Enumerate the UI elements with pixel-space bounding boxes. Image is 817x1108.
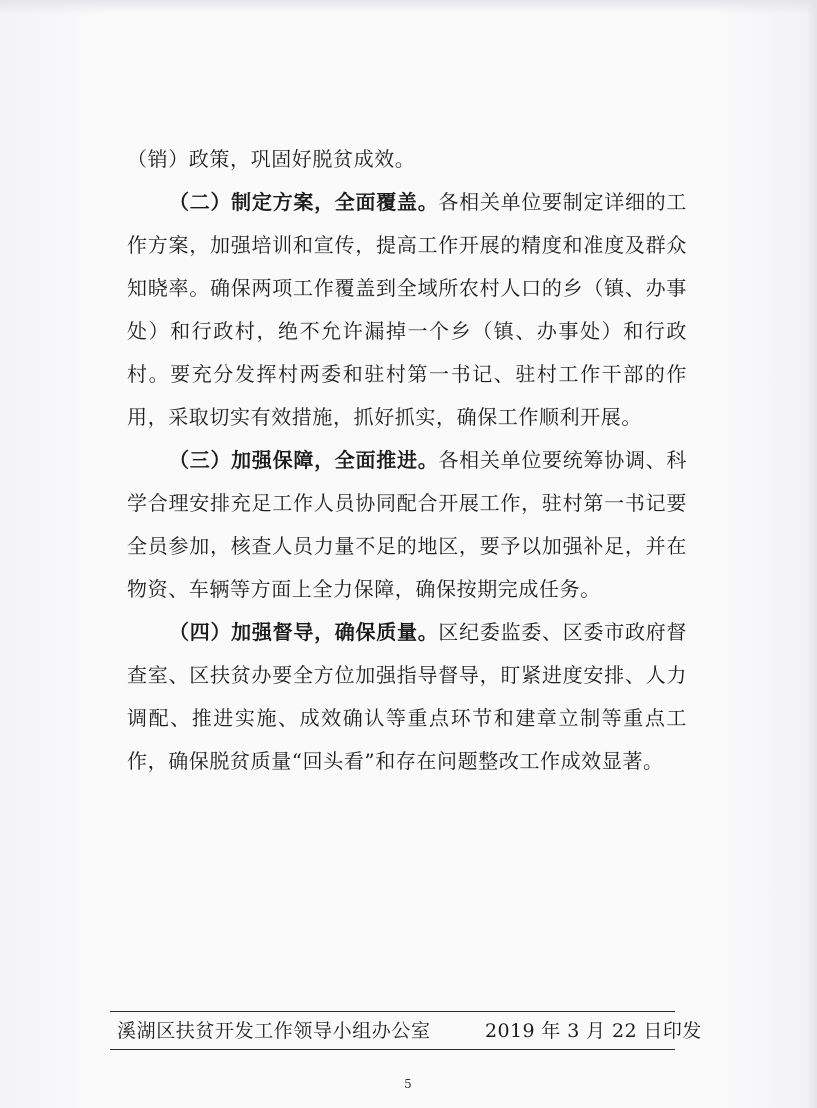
- scan-shadow-right: [807, 0, 817, 1108]
- section-2-text: 各相关单位要制定详细的工作方案，加强培训和宣传，提高工作开展的精度和准度及群众知晓率。确保两项工作覆盖到全域所农村人口的乡（镇、办事处）和行政村，绝不允许漏掉一个乡（镇、办事处）和行政村。要充分发挥村两委和驻村第一书记、驻村工作干部的作用，采取切实有效措施，抓好抓实，确保工作顺利开展。: [127, 190, 687, 429]
- section-2-paragraph: [127, 181, 687, 439]
- section-3-heading: （三）加强保障，全面推进。: [169, 448, 439, 472]
- continuation-text: （销）政策，巩固好脱贫成效。: [127, 147, 416, 171]
- document-body: [127, 138, 687, 783]
- section-4-heading: （四）加强督导，确保质量。: [169, 620, 439, 644]
- page-number: 5: [404, 1077, 412, 1091]
- footer-rule-bottom: [110, 1049, 675, 1050]
- section-4-text: 区纪委监委、区委市政府督查室、区扶贫办要全方位加强指导督导，盯紧进度安排、人力调配、推进实施、成效确认等重点环节和建章立制等重点工作，确保脱贫质量“回头看”和存在问题整改工作成效显著。: [127, 620, 687, 773]
- section-3-text: 各相关单位要统筹协调、科学合理安排充足工作人员协同配合开展工作，驻村第一书记要全员参加，核查人员力量不足的地区，要予以加强补足，并在物资、车辆等方面上全力保障，确保按期完成任务。: [127, 448, 687, 601]
- footer-rule-top: [110, 1011, 675, 1012]
- issue-date: 2019 年 3 月 22 日印发: [485, 1020, 702, 1042]
- section-2-heading: （二）制定方案，全面覆盖。: [169, 190, 439, 214]
- section-3-paragraph: [127, 439, 687, 611]
- paragraph-continuation: [127, 138, 687, 181]
- scan-shadow-top: [0, 0, 817, 14]
- section-4-paragraph: [127, 611, 687, 783]
- issuer-name: 溪湖区扶贫开发工作领导小组办公室: [117, 1020, 431, 1042]
